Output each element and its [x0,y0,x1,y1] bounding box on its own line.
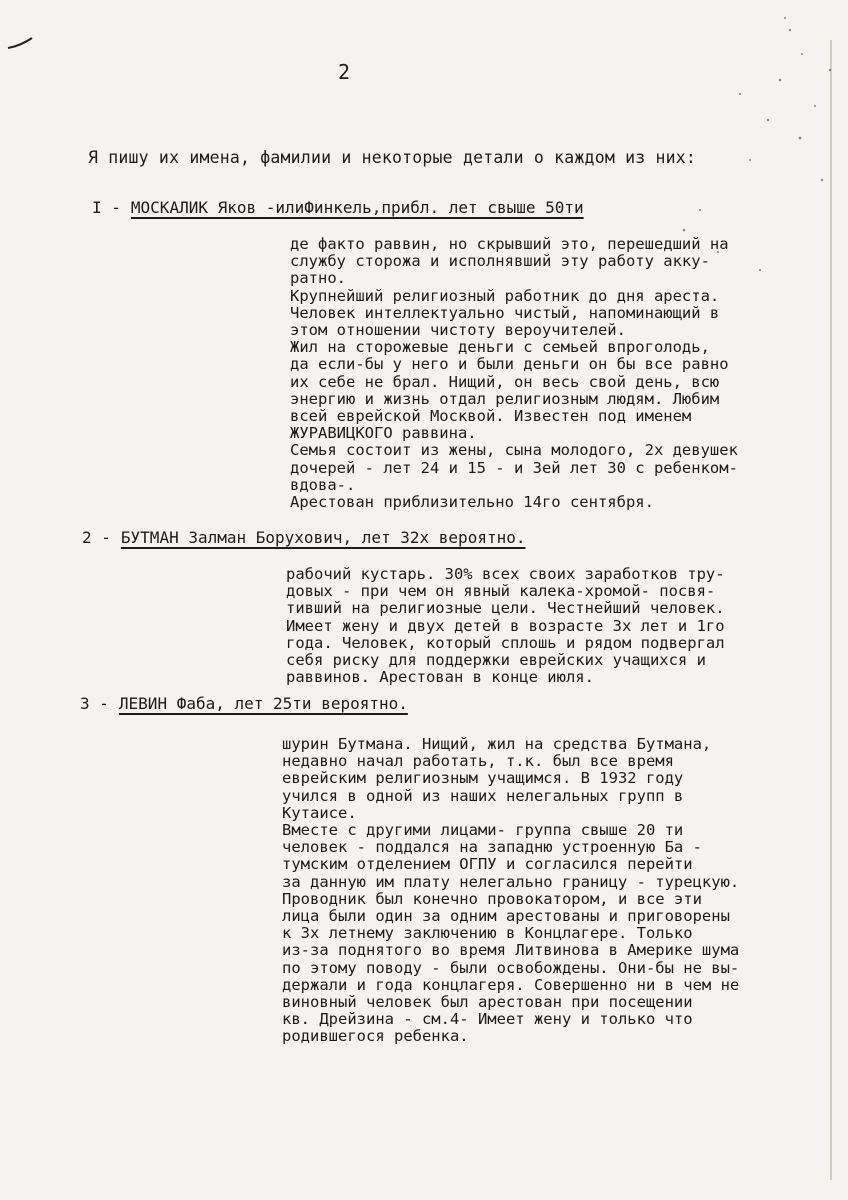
entry-3-line: Вместе с другими лицами- группа свыше 20 ти [282,821,684,840]
entry-3-line: держали и года концлагеря. Совершенно ни в чем не [282,975,740,994]
entry-1-line: всей еврейской Москвой. Известен под именем [290,407,692,426]
entry-1-line: этом отношении чистоту вероучителей. [290,321,626,340]
entry-2-line: года. Человек, который сплошь и рядом подвергал [286,633,725,652]
entry-1-line: энергию и жизнь отдал религиозным людям. Любим [290,389,720,408]
intro-sentence: Я пишу их имена, фамилии и некоторые детали о каждом из них: [88,148,697,167]
entry-3-line: еврейским религиозным учащимся. В 1932 году [282,769,684,788]
entry-2-name: БУТМАН Залман Борухович, лет 32х вероятно. [120,528,526,547]
entry-2-heading [82,528,525,547]
entry-2-number: 2 - [82,528,111,547]
entry-2-line: раввинов. Арестован в конце июля. [286,668,594,687]
entry-3-line: человек - поддался на западню устроенную Ба - [282,838,702,857]
entry-3-body [282,736,739,1046]
entry-3-line: по этому поводу - были освобождены. Они-бы не вы- [282,958,740,977]
entry-1-line: службу сторожа и исполнявший эту работу акку- [290,252,710,271]
entry-1-line: Семья состоит из жены, сына молодого, 2х девушек [290,441,738,460]
entry-3-line: Проводник был конечно провокатором, и все эти [282,889,702,908]
entry-2-body [286,566,725,686]
entry-1-line: ратно. [290,269,346,288]
entry-3-line: недавно начал работать, т.к. был все время [282,752,674,771]
entry-3-line: из-за поднятого во время Литвинова в Америке шума [282,941,740,960]
entry-1-line: вдова-. [290,475,356,494]
entry-3-line: Кутаисе. [282,803,357,822]
entry-3-line: родившегося ребенка. [282,1027,469,1046]
entry-1-line: Арестован приблизительно 14го сентября. [290,493,654,512]
entry-3-line: за данную им плату нелегально границу - турецкую. [282,872,740,891]
entry-3-heading [80,694,408,713]
entry-1-line: ЖУРАВИЦКОГО раввина. [290,424,477,443]
entry-3-line: тумским отделением ОГПУ и согласился перейти [282,855,693,874]
entry-3-line: к 3х летнему заключению в Концлагере. Только [282,924,693,943]
pen-mark [6,34,36,54]
entry-2-line: рабочий кустарь. 30% всех своих заработков тру- [286,565,725,583]
entry-3-line: учился в одной из наших нелегальных групп в [282,786,684,805]
entry-1-name: МОСКАЛИК Яков -илиФинкель,прибл. лет свыше 50ти [130,198,584,217]
entry-3-line: шурин Бутмана. Нищий, жил на средства Бутмана, [282,735,712,753]
entry-1-number: I - [92,198,121,217]
entry-1-line: дочерей - лет 24 и 15 - и 3ей лет 30 с ребенком- [290,458,738,477]
entry-1-body [290,236,738,511]
entry-3-number: 3 - [80,694,109,713]
entry-2-line: Имеет жену и двух детей в возрасте 3х лет и 1го [286,616,725,635]
entry-1-line: де факто раввин, но скрывший это, перешедший на [290,235,729,253]
entry-3-line: виновный человек был арестован при посещении [282,993,693,1012]
entry-1-line: да если-бы у него и были деньги он бы все равно [290,355,729,374]
entry-3-line: лица были один за одним арестованы и приговорены [282,907,730,926]
page-number: 2 [338,60,351,84]
entry-1-line: Человек интеллектуально чистый, напоминающий в [290,303,720,322]
entry-2-line: себя риску для поддержки еврейских учащихся и [286,651,706,670]
entry-2-line: довых - при чем он явный калека-хромой- посвя- [286,582,716,601]
entry-3-line: кв. Дрейзина - см.4- Имеет жену и только что [282,1010,693,1029]
entry-3-name: ЛЕВИН Фаба, лет 25ти вероятно. [118,694,408,713]
entry-1-line: Крупнейший религиозный работник до дня ареста. [290,286,720,305]
entry-1-line: Жил на сторожевые деньги с семьей впроголодь, [290,338,710,357]
entry-1-line: их себе не брал. Нищий, он весь свой день, всю [290,372,720,391]
entry-2-line: тивший на религиозные цели. Честнейший человек. [286,599,725,618]
entry-1-heading [92,198,584,217]
